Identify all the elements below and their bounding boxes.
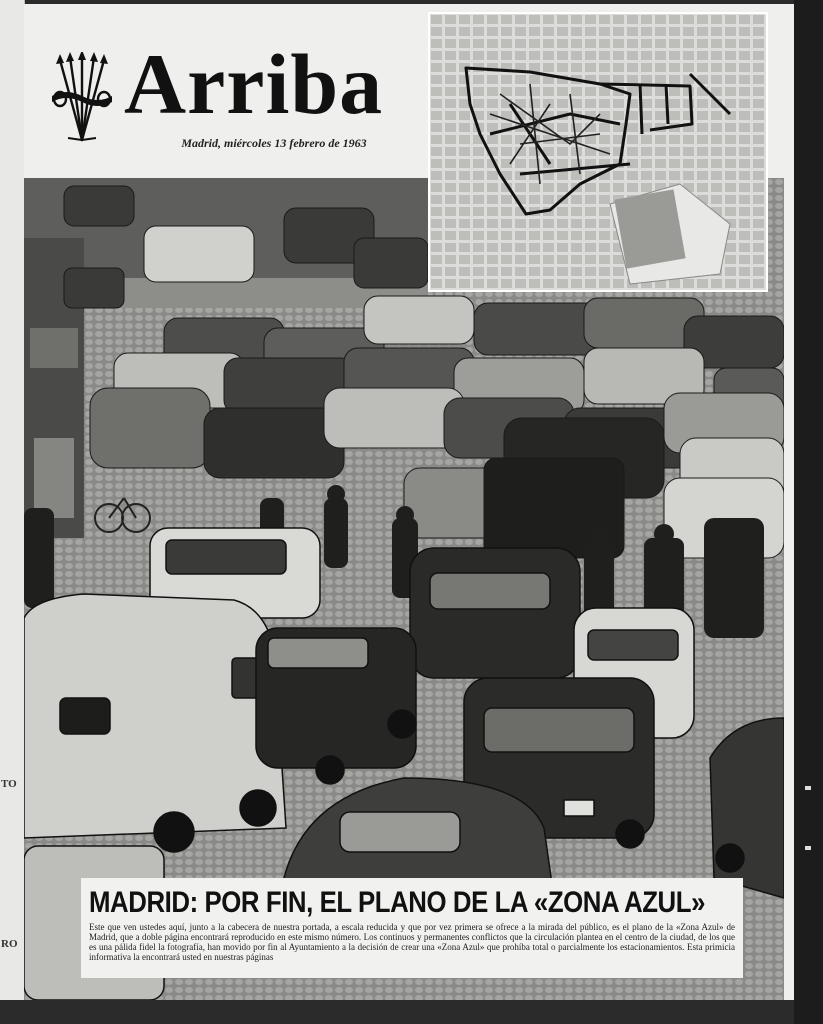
zona-azul-map bbox=[428, 12, 768, 292]
headline-body: Este que ven ustedes aquí, junto a la cabecera de nuestra portada, a escala reducida y que por vez primera se ofrece a la mirada del público, es el plano de la «Zona Azul» de Madrid, que a doble página encontrará reproducido en este mismo número. Los continuos y permanentes conflictos que la circulación plantea en el centro de la ciudad, de los que es una pálida fidel la fotografía, han movido por fin al Ayuntamiento a la decisión de crear una «Zona Azul» que prohíba total o parcialmente los estacionamientos. Esta primicia informativa la encontrará usted en nuestras páginas bbox=[89, 922, 735, 962]
edge-mark bbox=[805, 846, 811, 850]
book-binding-edge bbox=[794, 0, 823, 1024]
headline-title: MADRID: POR FIN, EL PLANO DE LA «ZONA AZUL» bbox=[89, 886, 706, 919]
masthead-title: Arriba bbox=[124, 36, 384, 132]
margin-fragment: TO bbox=[1, 778, 17, 790]
masthead-dateline: Madrid, miércoles 13 febrero de 1963 bbox=[181, 136, 367, 150]
edge-mark bbox=[805, 786, 811, 790]
newspaper-front-page bbox=[24, 4, 794, 1000]
previous-page-margin bbox=[0, 0, 25, 1000]
margin-fragment: RO bbox=[1, 938, 18, 950]
yoke-and-arrows-icon bbox=[50, 52, 114, 142]
headline-panel bbox=[81, 878, 743, 978]
traffic-jam-photograph bbox=[24, 178, 784, 1000]
